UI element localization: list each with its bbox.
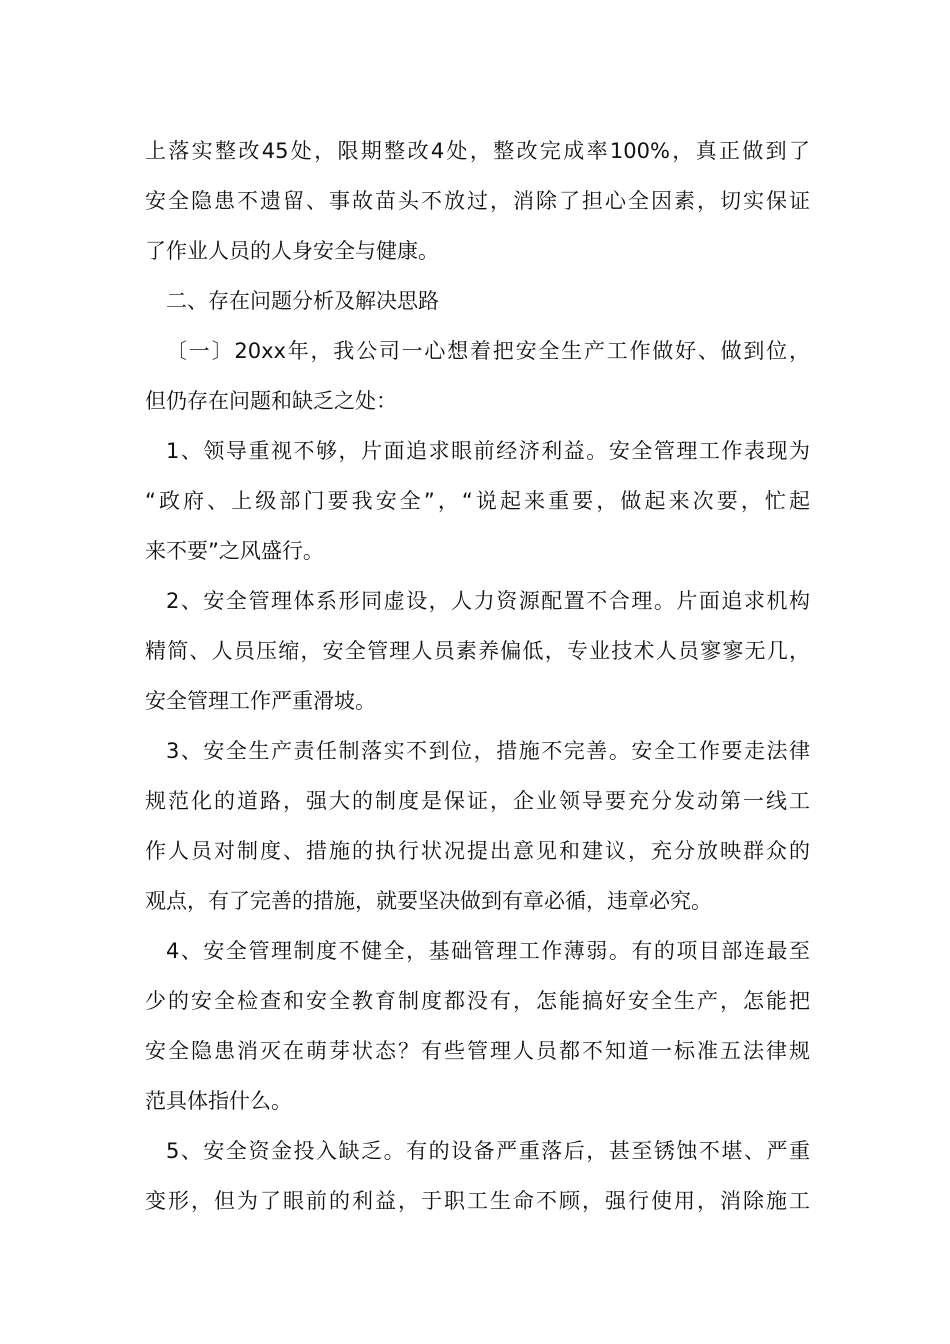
text-line: 规范化的道路，强大的制度是保证，企业领导要充分发动第一线工 [145, 789, 810, 813]
text-line: 4、安全管理制度不健全，基础管理工作薄弱。有的项目部连最至 [166, 939, 810, 963]
text-line: 5、安全资金投入缺乏。有的设备严重落后，甚至锈蚀不堪、严重 [166, 1139, 810, 1163]
text-line: 少的安全检查和安全教育制度都没有，怎能搞好安全生产，怎能把 [145, 989, 810, 1013]
text-line: 安全隐患消灭在萌芽状态？有些管理人员都不知道一标准五法律规 [145, 1039, 810, 1063]
paragraph-item-1 [145, 426, 810, 576]
text-line: 观点，有了完善的措施，就要坚决做到有章必循，违章必究。 [145, 889, 712, 913]
text-line: 但仍存在问题和缺乏之处： [145, 389, 397, 413]
text-line: “政府、上级部门要我安全”，“说起来重要，做起来次要，忙起 [145, 489, 810, 513]
paragraph-continuation [145, 126, 810, 276]
text-line: 安全管理工作严重滑坡。 [145, 689, 376, 713]
text-line: 2、安全管理体系形同虚设，人力资源配置不合理。片面追求机构 [166, 589, 810, 613]
section-heading-text: 二、存在问题分析及解决思路 [166, 289, 439, 313]
text-line: 3、安全生产责任制落实不到位，措施不完善。安全工作要走法律 [166, 739, 810, 763]
text-line: 安全隐患不遗留、事故苗头不放过，消除了担心全因素，切实保证 [145, 189, 810, 213]
text-line: 范具体指什么。 [145, 1089, 292, 1113]
paragraph-item-2 [145, 576, 810, 726]
text-line: 变形，但为了眼前的利益，于职工生命不顾，强行使用，消除施工 [145, 1189, 810, 1213]
text-line: 1、领导重视不够，片面追求眼前经济利益。安全管理工作表现为 [166, 439, 810, 463]
text-line: 〔一〕20xx年，我公司一心想着把安全生产工作做好、做到位， [166, 339, 810, 363]
paragraph-item-5 [145, 1126, 810, 1226]
paragraph-subsection-1 [145, 326, 810, 426]
document-body [145, 126, 810, 1226]
paragraph-item-3 [145, 726, 810, 926]
text-line: 作人员对制度、措施的执行状况提出意见和建议，充分放映群众的 [145, 839, 810, 863]
text-line: 精简、人员压缩，安全管理人员素养偏低，专业技术人员寥寥无几， [145, 639, 810, 663]
paragraph-item-4 [145, 926, 810, 1126]
text-line: 了作业人员的人身安全与健康。 [145, 239, 439, 263]
section-heading [145, 276, 810, 326]
text-line: 上落实整改45处，限期整改4处，整改完成率100%，真正做到了 [145, 139, 810, 163]
text-line: 来不要”之风盛行。 [145, 539, 324, 563]
